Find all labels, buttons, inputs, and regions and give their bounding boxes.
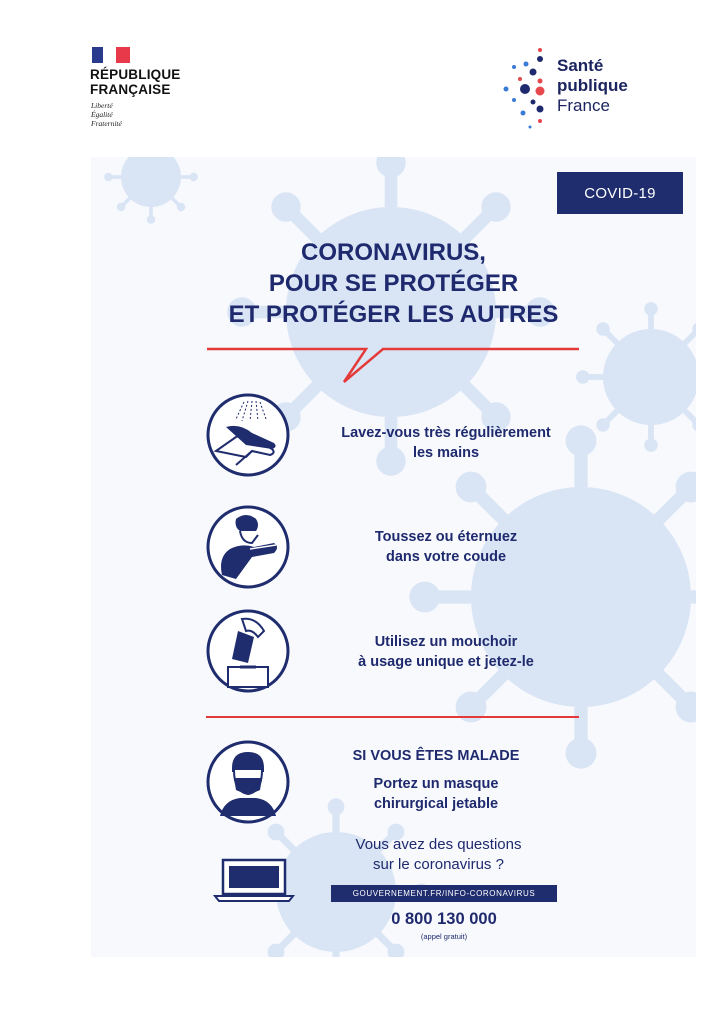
questions-line1: Vous avez des questions <box>355 836 522 853</box>
info-coronavirus-url[interactable]: GOUVERNEMENT.FR/INFO-CORONAVIRUS <box>331 885 557 902</box>
spf-line2: publique <box>557 76 628 95</box>
title-line1: CORONAVIRUS, <box>301 239 486 266</box>
sante-publique-france-name <box>557 56 628 116</box>
step-tissue-text <box>296 632 596 672</box>
laptop-icon <box>213 858 295 902</box>
republique-francaise-motto <box>91 101 122 128</box>
questions-text <box>316 835 561 875</box>
phone-number[interactable]: 0 800 130 000 <box>391 910 497 928</box>
step-tissue-line1: Utilisez un mouchoir <box>374 634 518 650</box>
motto-liberte: Liberté <box>91 101 113 110</box>
malade-line2: chirurgical jetable <box>373 796 499 812</box>
section-divider <box>206 716 579 718</box>
speech-line-icon <box>91 157 696 397</box>
malade-title: SI VOUS ÊTES MALADE <box>352 748 520 764</box>
malade-text <box>321 774 551 814</box>
step-wash-text <box>296 423 596 463</box>
sante-publique-france-logo-icon <box>500 45 550 133</box>
step-cough-text <box>296 527 596 567</box>
covid-19-badge: COVID-19 <box>557 172 683 214</box>
republique-francaise-name <box>90 67 181 97</box>
covid-poster <box>91 157 696 957</box>
phone-note: (appel gratuit) <box>420 932 468 941</box>
spf-line1: Santé <box>557 56 604 75</box>
spf-line3: France <box>557 96 610 115</box>
step-cough-line2: dans votre coude <box>385 549 507 565</box>
hand-washing-icon <box>206 393 290 477</box>
tissue-icon <box>206 609 290 693</box>
republique-francaise-flag <box>92 47 130 63</box>
step-wash-line2: les mains <box>412 445 480 461</box>
questions-line2: sur le coronavirus ? <box>373 856 504 873</box>
rf-name-line1: RÉPUBLIQUE <box>90 67 181 82</box>
mask-person-icon <box>206 740 290 824</box>
step-wash-line1: Lavez-vous très régulièrement <box>341 425 551 441</box>
step-cough-line1: Toussez ou éternuez <box>374 529 518 545</box>
title-line2: POUR SE PROTÉGER <box>268 270 519 297</box>
step-tissue-line2: à usage unique et jetez-le <box>358 654 534 670</box>
title-line3: ET PROTÉGER LES AUTRES <box>228 301 559 328</box>
malade-line1: Portez un masque <box>373 776 499 792</box>
motto-fraternite: Fraternité <box>91 119 122 128</box>
motto-egalite: Égalité <box>91 110 113 119</box>
cough-elbow-icon <box>206 505 290 589</box>
rf-name-line2: FRANÇAISE <box>90 82 171 97</box>
